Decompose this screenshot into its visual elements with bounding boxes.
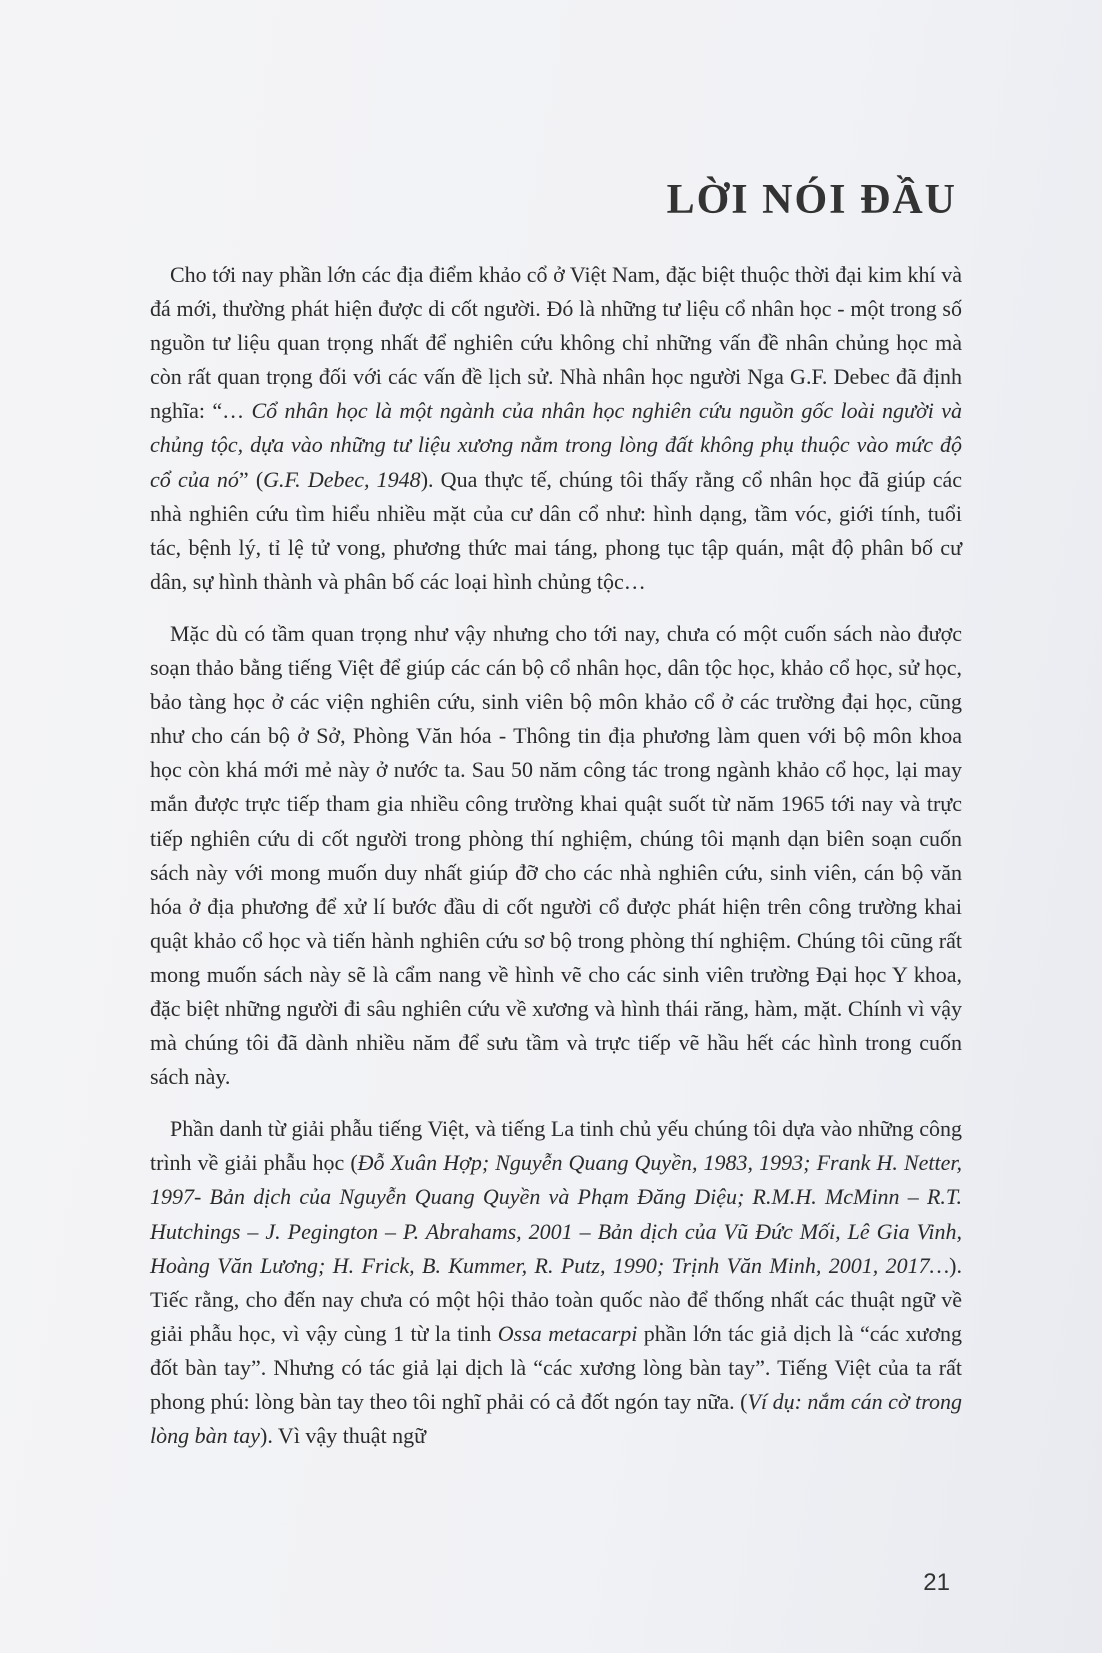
text-run: ” (: [238, 466, 264, 492]
italic-run: Ossa metacarpi: [497, 1320, 638, 1346]
italic-run: Đỗ Xuân Hợp; Nguyễn Quang Quyền, 1983, 1993; Frank H. Netter, 1997- Bản dịch của Nguyễn Quang Quyền và Phạm Đăng Diệu; R.M.H. McMinn – R.T. Hutchings – J. Pegington – P. Abrahams, 2001 – Bản dịch của Vũ Đức Mối, Lê Gia Vinh, Hoàng Văn Lương; H. Frick, B. Kummer, R. Putz, 1990; Trịnh Văn Minh, 2001, 2017…: [150, 1150, 962, 1278]
paragraph: [150, 617, 962, 1094]
text-run: Phần danh từ giải phẫu tiếng Việt, và tiếng La tinh chủ yếu chúng tôi dựa vào những công trình về giải phẫu học (: [150, 1116, 962, 1176]
paragraph: [150, 1112, 962, 1453]
text-run: phần lớn tác giả dịch là “các xương đốt bàn tay”. Nhưng có tác giả lại dịch là “các xương lòng bàn tay”. Tiếng Việt của ta rất phong phú: lòng bàn tay theo tôi nghĩ phải có cả đốt ngón tay nữa. (: [150, 1320, 962, 1414]
text-run: ). Tiếc rằng, cho đến nay chưa có một hội thảo toàn quốc nào để thống nhất các thuật ngữ về giải phẫu học, vì vậy cùng 1 từ la tinh: [150, 1252, 962, 1346]
italic-run: Cổ nhân học là một ngành của nhân học nghiên cứu nguồn gốc loài người và chủng tộc, dựa vào những tư liệu xương nằm trong lòng đất không phụ thuộc vào mức độ cổ của nó: [150, 398, 962, 492]
paragraph: [150, 258, 962, 599]
page-title: LỜI NÓI ĐẦU: [666, 177, 957, 224]
page-number: 21: [923, 1569, 950, 1596]
text-run: ). Vì vậy thuật ngữ: [260, 1423, 427, 1449]
text-run: Mặc dù có tầm quan trọng như vậy nhưng cho tới nay, chưa có một cuốn sách nào được soạn thảo bằng tiếng Việt để giúp các cán bộ cổ nhân học, dân tộc học, khảo cổ học, sử học, bảo tàng học ở các viện nghiên cứu, sinh viên bộ môn khảo cổ ở các trường đại học, cũng như cho cán bộ ở Sở, Phòng Văn hóa - Thông tin địa phương làm quen với bộ môn khoa học còn khá mới mẻ này ở nước ta. Sau 50 năm công tác trong ngành khảo cổ học, lại may mắn được trực tiếp tham gia nhiều công trường khai quật suốt từ năm 1965 tới nay và trực tiếp nghiên cứu di cốt người trong phòng thí nghiệm, chúng tôi mạnh dạn biên soạn cuốn sách này với mong muốn duy nhất giúp đỡ cho các nhà nghiên cứu, sinh viên, cán bộ văn hóa ở địa phương để xử lí bước đầu di cốt người cổ được phát hiện trên công trường khai quật khảo cổ học và tiến hành nghiên cứu sơ bộ trong phòng thí nghiệm. Chúng tôi cũng rất mong muốn sách này sẽ là cẩm nang về hình vẽ cho các sinh viên trường Đại học Y khoa, đặc biệt những người đi sâu nghiên cứu về xương và hình thái răng, hàm, mặt. Chính vì vậy mà chúng tôi đã dành nhiều năm để sưu tầm và trực tiếp vẽ hầu hết các hình trong cuốn sách này.: [150, 620, 962, 1090]
text-run: Cho tới nay phần lớn các địa điểm khảo cổ ở Việt Nam, đặc biệt thuộc thời đại kim khí và đá mới, thường phát hiện được di cốt người. Đó là những tư liệu cổ nhân học - một trong số nguồn tư liệu quan trọng nhất để nghiên cứu không chỉ những vấn đề nhân chủng học mà còn rất quan trọng đối với các vấn đề lịch sử. Nhà nhân học người Nga G.F. Debec đã định nghĩa: “…: [150, 262, 962, 424]
italic-run: G.F. Debec, 1948: [263, 466, 421, 492]
body-text: [150, 258, 962, 1471]
italic-run: Ví dụ: nắm cán cờ trong lòng bàn tay: [150, 1389, 962, 1449]
text-run: ). Qua thực tế, chúng tôi thấy rằng cổ nhân học đã giúp các nhà nghiên cứu tìm hiểu nhiều mặt của cư dân cổ như: hình dạng, tầm vóc, giới tính, tuổi tác, bệnh lý, tỉ lệ tử vong, phương thức mai táng, phong tục tập quán, mật độ phân bố cư dân, sự hình thành và phân bố các loại hình chủng tộc…: [150, 466, 963, 594]
